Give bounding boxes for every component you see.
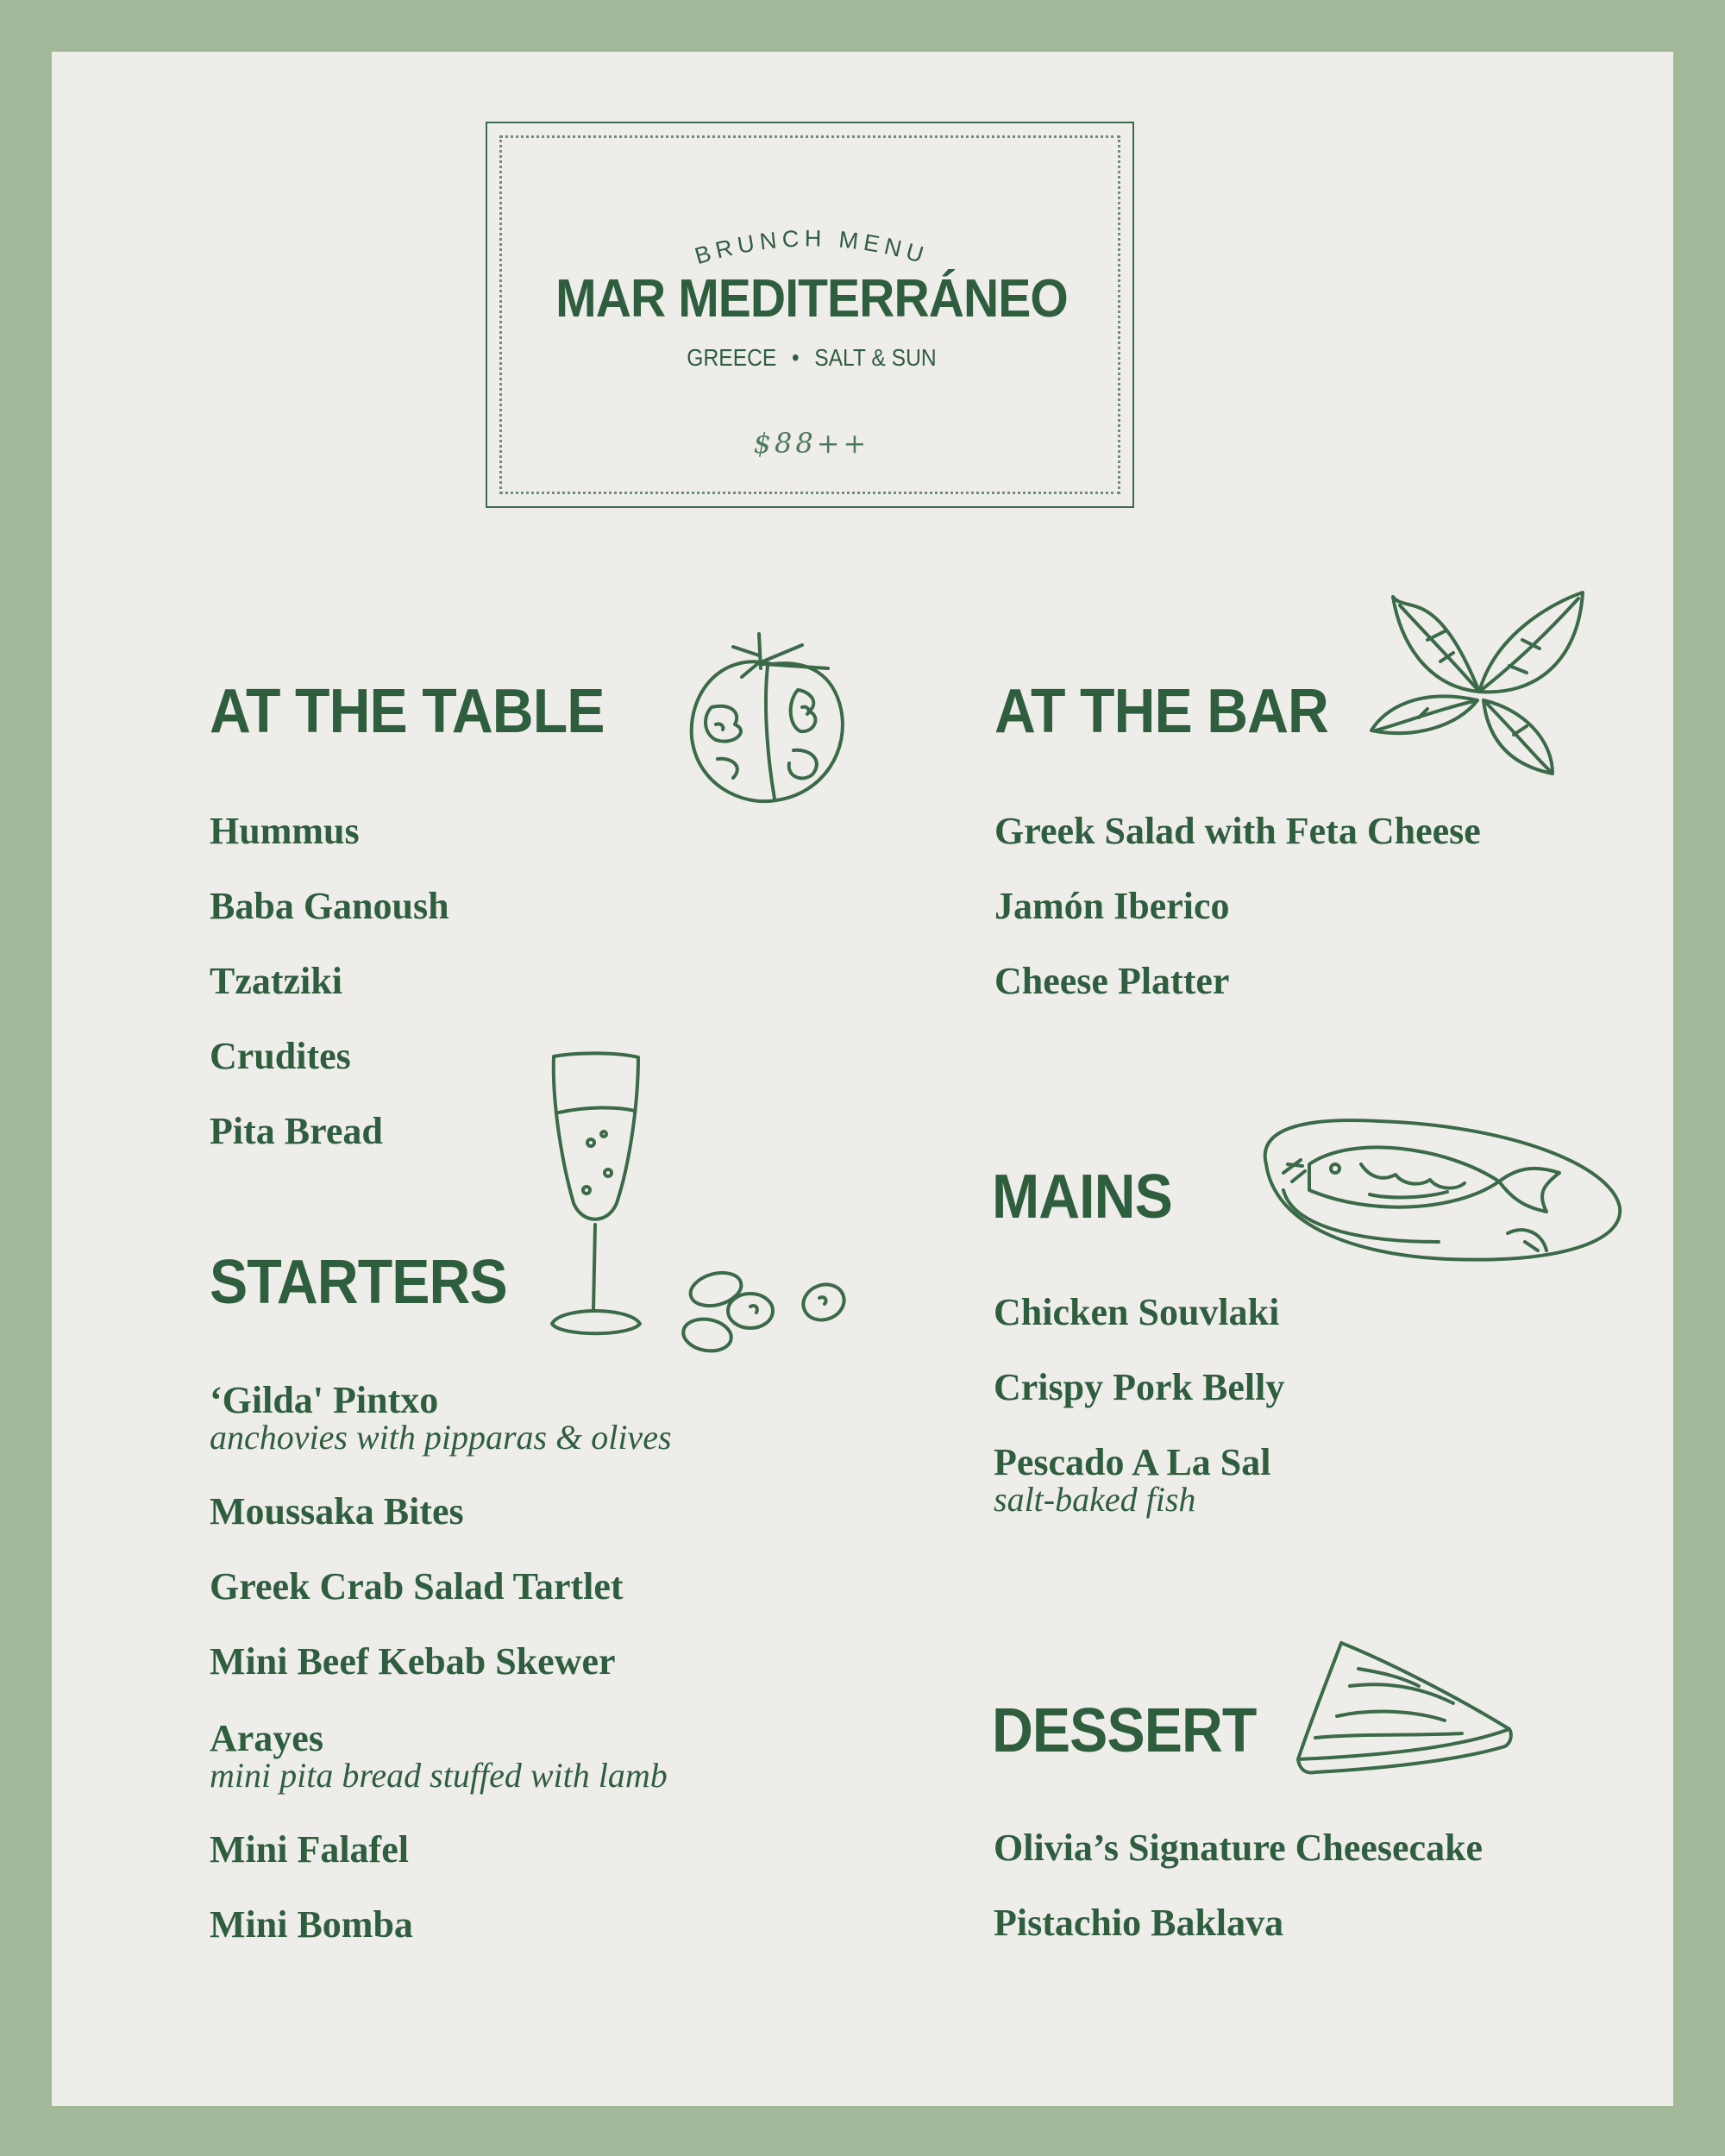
menu-item: Arayes [210, 1717, 323, 1759]
menu-header [486, 122, 1134, 508]
menu-item: Greek Crab Salad Tartlet [210, 1565, 624, 1608]
fish-plate-icon [1249, 1112, 1628, 1285]
menu-item: Baba Ganoush [210, 885, 449, 927]
menu-price: $88++ [753, 427, 870, 460]
menu-item-note: anchovies with pipparas & olives [210, 1418, 672, 1457]
menu-item: Chicken Souvlaki [994, 1291, 1280, 1333]
menu-item: Mini Beef Kebab Skewer [210, 1640, 616, 1683]
menu-item: Tzatziki [210, 960, 342, 1002]
menu-item: Cheese Platter [994, 960, 1230, 1002]
menu-item: Moussaka Bites [210, 1490, 464, 1532]
tagline [526, 344, 1097, 372]
menu-item: Mini Falafel [210, 1828, 409, 1871]
section-title-mains: MAINS [992, 1163, 1172, 1232]
champagne-glass-icon [543, 1052, 656, 1345]
tomato-icon [681, 630, 854, 811]
menu-subtitle-text: BRUNCH MENU [692, 225, 932, 270]
menu-item: Jamón Iberico [994, 885, 1230, 927]
tagline-right: SALT & SUN [814, 344, 937, 371]
menu-item-note: mini pita bread stuffed with lamb [210, 1756, 668, 1795]
menu-item: Greek Salad with Feta Cheese [994, 810, 1481, 852]
olives-icon [681, 1259, 854, 1363]
menu-item: Pescado A La Sal [994, 1441, 1271, 1483]
menu-item: Mini Bomba [210, 1903, 413, 1946]
menu-item: Olivia’s Signature Cheesecake [994, 1827, 1484, 1869]
menu-item: Crudites [210, 1035, 351, 1077]
menu-item: Pita Bread [210, 1110, 383, 1152]
menu-item: Pistachio Baklava [994, 1902, 1284, 1944]
basil-icon [1367, 580, 1591, 787]
menu-item: Crispy Pork Belly [994, 1366, 1285, 1408]
menu-item: ‘Gilda' Pintxo [210, 1379, 439, 1421]
menu-item-note: salt-baked fish [994, 1480, 1196, 1519]
section-title-dessert: DESSERT [992, 1696, 1257, 1765]
menu-item: Hummus [210, 810, 360, 852]
svg-text:BRUNCH MENU [692, 225, 932, 269]
cake-slice-icon [1289, 1634, 1514, 1781]
tagline-separator: • [791, 344, 800, 371]
tagline-left: GREECE [687, 344, 777, 371]
restaurant-name: MAR MEDITERRÁNEO [555, 269, 1068, 329]
section-title-starters: STARTERS [210, 1248, 507, 1317]
section-title-at-the-table: AT THE TABLE [210, 677, 605, 746]
section-title-at-the-bar: AT THE BAR [994, 677, 1328, 746]
